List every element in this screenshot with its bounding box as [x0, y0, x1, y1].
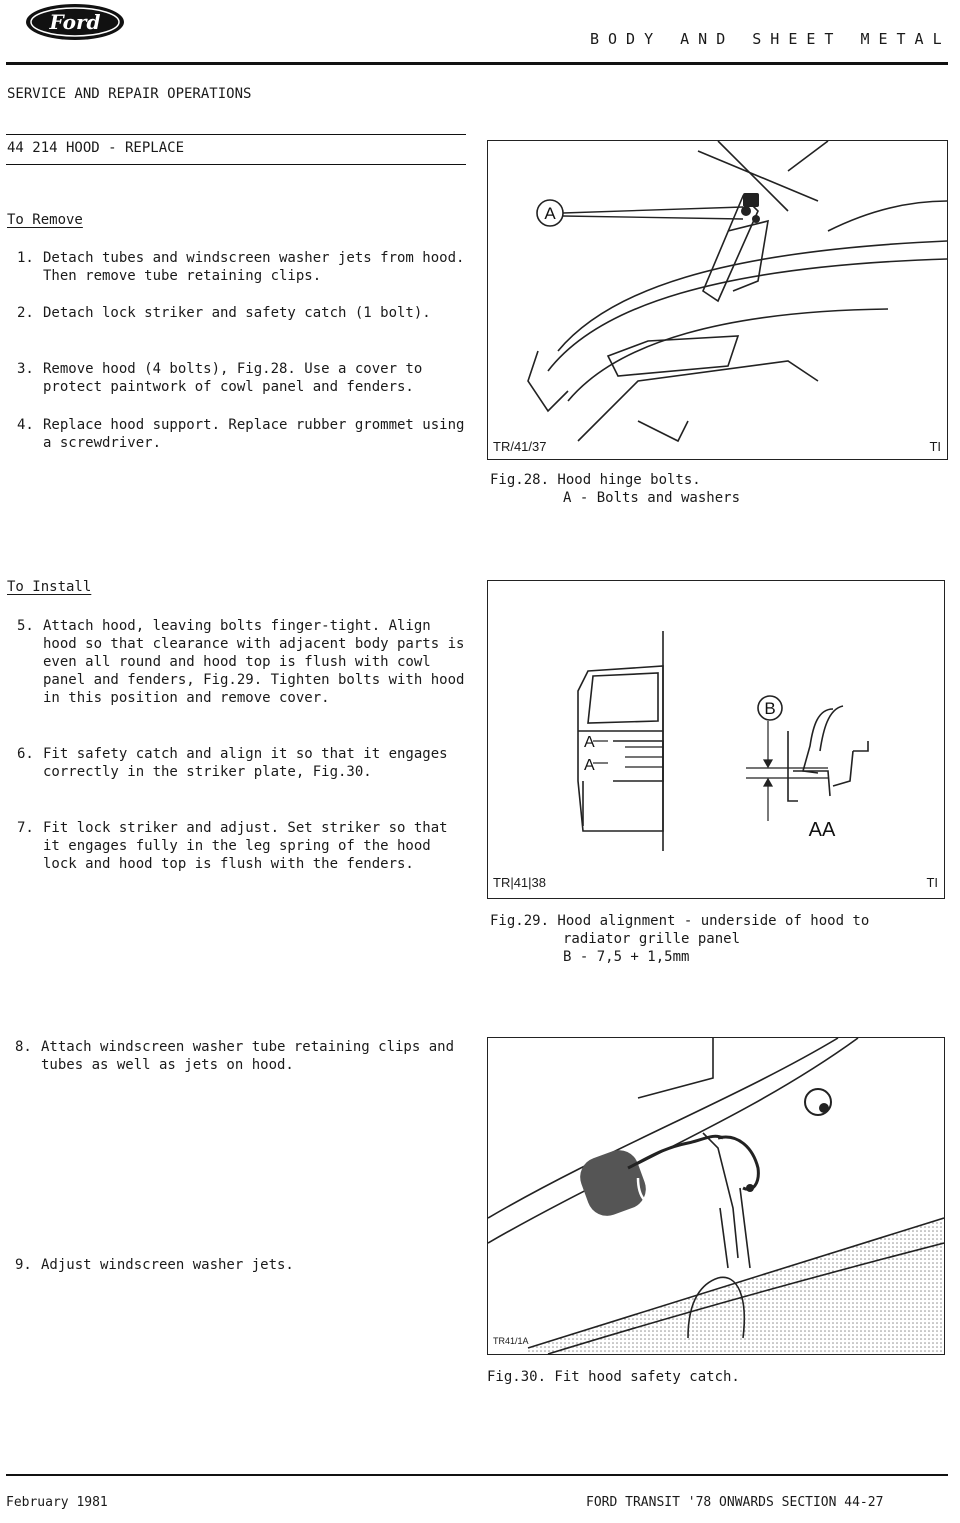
- figure-29: [487, 580, 945, 899]
- step-text: Attach windscreen washer tube retaining clips and tubes as well as jets on hood.: [41, 1039, 455, 1073]
- remove-heading: To Remove: [7, 212, 83, 228]
- step-8: [15, 1038, 470, 1074]
- step-number: 6.: [17, 746, 34, 762]
- figure-28: [487, 140, 948, 460]
- step-number: 8.: [15, 1039, 32, 1055]
- step-text: Detach lock striker and safety catch (1 bolt).: [43, 305, 431, 321]
- step-number: 5.: [17, 618, 34, 634]
- install-heading: To Install: [7, 579, 92, 595]
- step-7: [17, 819, 472, 873]
- section-label-aa: AA: [808, 819, 836, 841]
- footer-date: February 1981: [6, 1495, 108, 1510]
- header-rule: [6, 62, 948, 65]
- title-rule-bottom: [6, 164, 466, 165]
- step-text: Replace hood support. Replace rubber grommet using a screwdriver.: [43, 417, 465, 451]
- callout-a-lower: A: [584, 757, 595, 774]
- ford-logo: [24, 2, 126, 42]
- step-number: 1.: [17, 250, 34, 266]
- figure-ref: TR|41|38: [493, 875, 547, 890]
- figure-29-caption-line-2: radiator grille panel: [563, 931, 741, 947]
- svg-text:Ford: Ford: [49, 10, 101, 34]
- figure-corner-mark: TI: [929, 439, 941, 454]
- step-6: [17, 745, 472, 781]
- step-3: [17, 360, 472, 396]
- callout-b: B: [764, 699, 776, 718]
- step-number: 3.: [17, 361, 34, 377]
- step-text: Remove hood (4 bolts), Fig.28. Use a cover to protect paintwork of cowl panel and fenders.: [43, 361, 423, 395]
- hood-hinge-illustration: [488, 141, 947, 459]
- figure-corner-mark: TI: [926, 875, 938, 890]
- subheader: SERVICE AND REPAIR OPERATIONS: [7, 86, 252, 102]
- step-1: [17, 249, 472, 285]
- figure-29-caption-line-1: Fig.29. Hood alignment - underside of hood to: [490, 913, 870, 929]
- figure-28-caption-line-1: Fig.28. Hood hinge bolts.: [490, 472, 701, 488]
- step-text: Fit safety catch and align it so that it engages correctly in the striker plate, Fig.30.: [43, 746, 448, 780]
- title-rule-top: [6, 134, 466, 135]
- step-9: [15, 1256, 470, 1274]
- step-text: Attach hood, leaving bolts finger-tight. Align hood so that clearance with adjacent body parts is even all round and hood top is flush with cowl panel and fenders, Fig.29. Tighten bolts with hood in this position and remove cover.: [43, 618, 465, 706]
- step-4: [17, 416, 472, 452]
- figure-30-caption: Fig.30. Fit hood safety catch.: [487, 1369, 740, 1385]
- safety-catch-illustration: [488, 1038, 944, 1354]
- step-2: [17, 304, 472, 322]
- hood-alignment-illustration: [488, 581, 944, 898]
- step-number: 9.: [15, 1257, 32, 1273]
- footer-rule: [6, 1474, 948, 1476]
- footer-publication: FORD TRANSIT '78 ONWARDS SECTION 44-27: [586, 1495, 884, 1510]
- figure-28-caption-line-2: A - Bolts and washers: [563, 490, 741, 506]
- step-text: Detach tubes and windscreen washer jets from hood. Then remove tube retaining clips.: [43, 250, 465, 284]
- section-title: BODY AND SHEET METAL: [590, 30, 951, 48]
- figure-ref: TR/41/37: [493, 439, 547, 454]
- step-5: [17, 617, 472, 707]
- step-text: Adjust windscreen washer jets.: [41, 1257, 294, 1273]
- figure-30: [487, 1037, 945, 1355]
- operation-title: 44 214 HOOD - REPLACE: [7, 140, 185, 156]
- callout-a: A: [544, 204, 556, 223]
- step-number: 2.: [17, 305, 34, 321]
- callout-a-upper: A: [584, 734, 595, 751]
- figure-ref: TR41/1A: [493, 1336, 529, 1346]
- step-text: Fit lock striker and adjust. Set striker so that it engages fully in the leg spring of the hood lock and hood top is flush with the fenders.: [43, 820, 448, 872]
- step-number: 4.: [17, 417, 34, 433]
- figure-29-caption-line-3: B - 7,5 + 1,5mm: [563, 949, 690, 965]
- step-number: 7.: [17, 820, 34, 836]
